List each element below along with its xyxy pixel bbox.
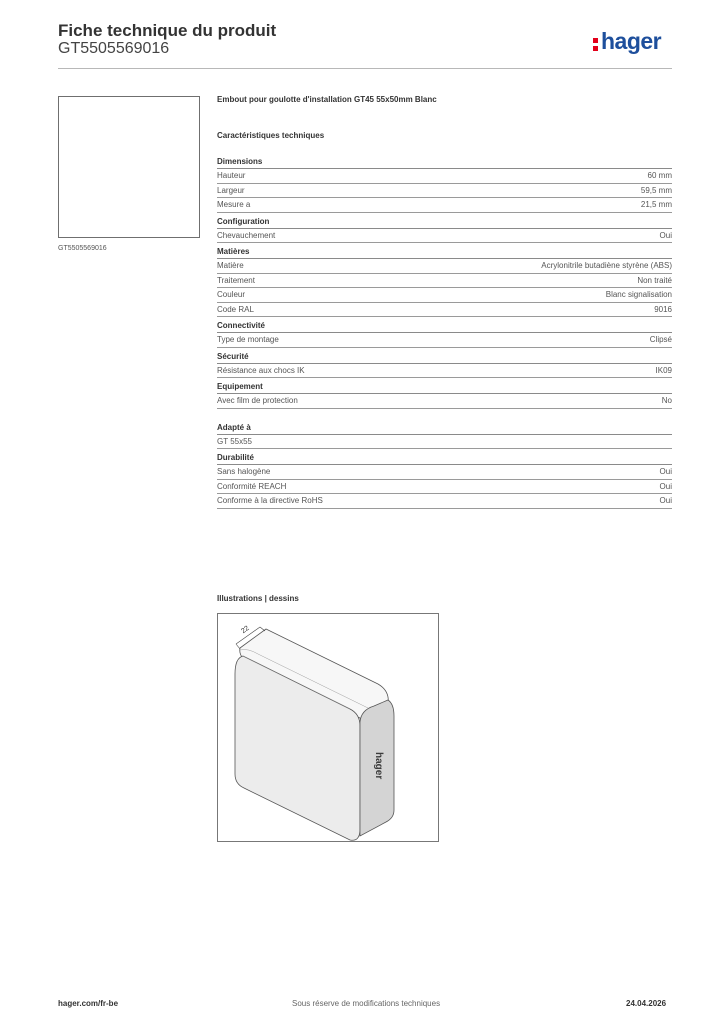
spec-label: GT 55x55 xyxy=(217,436,252,446)
spec-group-title: Configuration xyxy=(217,216,270,226)
spec-row xyxy=(217,184,672,199)
spec-label: Chevauchement xyxy=(217,230,276,240)
spec-value: 21,5 mm xyxy=(640,200,672,209)
spec-group xyxy=(217,423,672,450)
spec-label: Couleur xyxy=(217,290,246,299)
spec-group-title: Connectivité xyxy=(217,321,266,330)
spec-row xyxy=(217,288,672,303)
spec-group xyxy=(217,321,672,348)
spec-value: Acrylonitrile butadiène styrène (ABS) xyxy=(541,261,672,270)
spec-row xyxy=(217,394,672,409)
spec-content xyxy=(217,95,672,509)
spec-value: Oui xyxy=(659,467,672,476)
spec-group-title: Matières xyxy=(217,247,250,256)
spec-group xyxy=(217,453,672,509)
spec-row xyxy=(217,169,672,184)
spec-row xyxy=(217,435,672,450)
product-thumbnail xyxy=(58,96,200,238)
spec-value: 60 mm xyxy=(647,171,672,180)
spec-row xyxy=(217,303,672,318)
spec-label: Traitement xyxy=(217,275,255,285)
spec-value: Oui xyxy=(659,230,672,240)
thumbnail-caption: GT5505569016 xyxy=(58,245,107,252)
spec-value: 59,5 mm xyxy=(640,185,672,195)
spec-value: No xyxy=(661,396,672,405)
spec-row xyxy=(217,494,672,509)
spec-label: Avec film de protection xyxy=(217,396,298,405)
spec-group xyxy=(217,382,672,409)
spec-value: 9016 xyxy=(654,304,672,314)
spec-value: IK09 xyxy=(655,365,672,375)
illustrations-title: Illustrations | dessins xyxy=(217,594,299,603)
product-description: Embout pour goulotte d'installation GT45 55x50mm Blanc xyxy=(217,95,437,104)
spec-value: Blanc signalisation xyxy=(605,290,672,299)
embossed-brand-text: hager xyxy=(373,752,384,780)
spec-value: Oui xyxy=(659,481,672,491)
adapted-group xyxy=(217,423,672,450)
illustration-frame xyxy=(217,613,439,842)
spec-value: Clipsé xyxy=(649,335,672,344)
spec-label: Conforme à la directive RoHS xyxy=(217,496,323,505)
spec-label: Mesure a xyxy=(217,200,251,209)
section-heading: Caractéristiques techniques xyxy=(217,131,325,140)
header-divider xyxy=(58,68,672,69)
spec-group-title: Durabilité xyxy=(217,453,254,462)
spec-label: Hauteur xyxy=(217,171,246,180)
spec-label: Sans halogène xyxy=(217,467,271,476)
spec-row xyxy=(217,274,672,289)
spec-label: Matière xyxy=(217,261,244,270)
spec-label: Largeur xyxy=(217,185,245,195)
footer-notice: Sous réserve de modifications techniques xyxy=(292,999,441,1008)
footer-website-link[interactable]: hager.com/fr-be xyxy=(58,999,119,1008)
spec-row xyxy=(217,229,672,244)
spec-group-title: Adapté à xyxy=(217,422,251,432)
spec-group xyxy=(217,352,672,379)
spec-row xyxy=(217,198,672,213)
spec-label: Conformité REACH xyxy=(217,481,287,491)
spec-row xyxy=(217,364,672,379)
product-reference: GT5505569016 xyxy=(58,40,170,57)
document-title: Fiche technique du produit xyxy=(58,21,277,40)
spec-row xyxy=(217,333,672,348)
spec-label: Type de montage xyxy=(217,335,279,344)
end-cap-drawing xyxy=(218,614,438,841)
spec-group xyxy=(217,157,672,213)
footer-date: 24.04.2026 xyxy=(626,999,667,1008)
spec-row xyxy=(217,465,672,480)
spec-label: Code RAL xyxy=(217,304,254,314)
spec-group-title: Sécurité xyxy=(217,351,249,361)
spec-row xyxy=(217,480,672,495)
spec-value: Oui xyxy=(659,496,672,505)
spec-group-title: Equipement xyxy=(217,382,263,391)
spec-row xyxy=(217,259,672,274)
spec-groups xyxy=(217,157,672,409)
spec-label: Résistance aux chocs IK xyxy=(217,365,305,375)
spec-group xyxy=(217,247,672,317)
spec-value: Non traité xyxy=(637,275,672,285)
logo-text: hager xyxy=(601,28,662,54)
hager-logo xyxy=(593,28,661,55)
dimension-label: 22 xyxy=(240,624,251,636)
durability-group xyxy=(217,453,672,509)
logo-dots-icon xyxy=(593,33,600,53)
spacer xyxy=(217,409,672,419)
spec-group-title: Dimensions xyxy=(217,157,263,166)
spec-group xyxy=(217,217,672,244)
